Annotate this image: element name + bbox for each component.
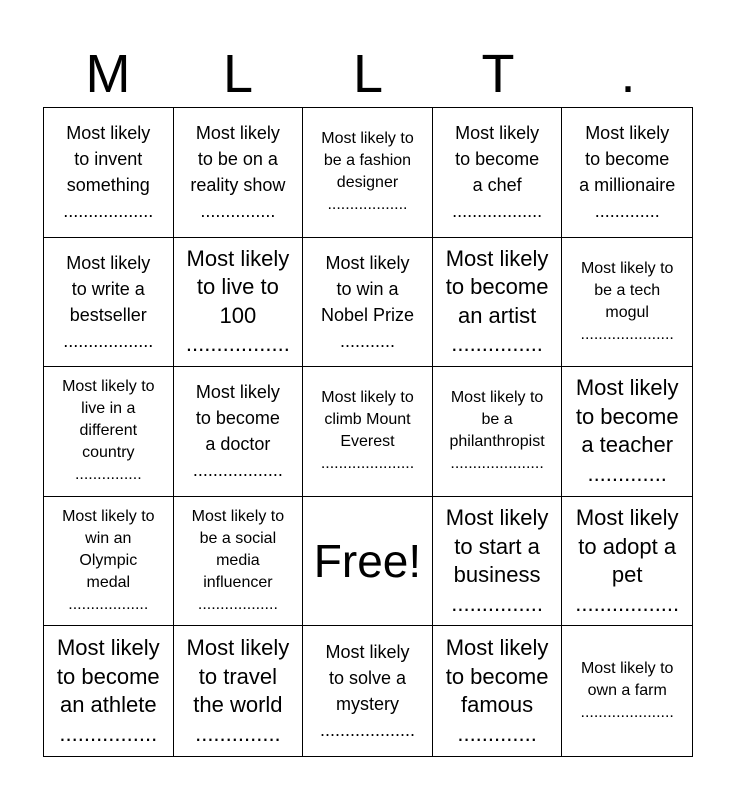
bingo-cell[interactable] (562, 497, 692, 627)
cell-text: Most likely to become a doctor .................. (192, 382, 283, 481)
bingo-cell[interactable] (44, 367, 174, 497)
cell-text: Most likely to start a business ............... (445, 505, 549, 616)
cell-text: Most likely to own a farm ..................... (580, 660, 674, 722)
bingo-cell[interactable] (44, 108, 174, 238)
bingo-cell[interactable] (174, 626, 304, 756)
bingo-cell[interactable] (433, 497, 563, 627)
bingo-cell[interactable] (303, 626, 433, 756)
bingo-cell[interactable] (303, 238, 433, 368)
cell-text: Most likely to adopt a pet ................. (575, 505, 680, 616)
cell-text: Most likely to live in a different country ............... (62, 378, 155, 484)
free-cell-text: Free! (313, 535, 422, 588)
cell-text: Most likely to become famous ............. (445, 635, 549, 746)
cell-text: Most likely to invent something .................. (63, 123, 154, 222)
cell-text: Most likely to become a chef .................. (452, 123, 543, 222)
cell-text: Most likely to become a teacher ............. (575, 375, 679, 486)
bingo-grid (43, 107, 693, 757)
cell-text: Most likely to become an artist ............... (445, 245, 549, 357)
header-letter-1: M (85, 44, 131, 104)
cell-text: Most likely to travel the world .............. (186, 635, 290, 746)
bingo-cell[interactable] (174, 497, 304, 627)
bingo-cell[interactable] (44, 238, 174, 368)
free-cell[interactable] (303, 497, 433, 627)
cell-text: Most likely to be a philanthropist ..................... (449, 389, 545, 473)
bingo-cell[interactable] (174, 108, 304, 238)
header-letter-5: . (620, 44, 636, 104)
header-letter-3: L (352, 44, 384, 104)
cell-text: Most likely to win a Nobel Prize ........... (320, 252, 415, 351)
bingo-cell[interactable] (44, 497, 174, 627)
cell-text: Most likely to solve a mystery ................... (319, 642, 415, 741)
bingo-cell[interactable] (303, 367, 433, 497)
cell-text: Most likely to become a millionaire ............. (579, 123, 676, 222)
header-letter-4: T (481, 44, 515, 104)
bingo-header (43, 40, 693, 108)
bingo-cell[interactable] (174, 238, 304, 368)
cell-text: Most likely to write a bestseller .................. (63, 252, 154, 351)
cell-text: Most likely to live to 100 ................. (185, 245, 290, 357)
bingo-cell[interactable] (433, 238, 563, 368)
bingo-cell[interactable] (303, 108, 433, 238)
bingo-cell[interactable] (562, 238, 692, 368)
header-letter-2: L (222, 44, 254, 104)
bingo-cell[interactable] (44, 626, 174, 756)
bingo-cell[interactable] (433, 626, 563, 756)
bingo-cell[interactable] (174, 367, 304, 497)
bingo-cell[interactable] (562, 626, 692, 756)
cell-text: Most likely to become an athlete ................ (56, 635, 160, 746)
cell-text: Most likely to climb Mount Everest ..................... (320, 389, 415, 473)
cell-text: Most likely to be a social media influencer .................. (191, 508, 285, 614)
cell-text: Most likely to be on a reality show ............... (190, 123, 286, 222)
cell-text: Most likely to be a fashion designer .................. (321, 130, 414, 214)
cell-text: Most likely to be a tech mogul ..................... (580, 259, 674, 343)
bingo-cell[interactable] (562, 108, 692, 238)
bingo-cell[interactable] (433, 108, 563, 238)
cell-text: Most likely to win an Olympic medal .................. (62, 508, 155, 614)
bingo-cell[interactable] (562, 367, 692, 497)
bingo-cell[interactable] (433, 367, 563, 497)
